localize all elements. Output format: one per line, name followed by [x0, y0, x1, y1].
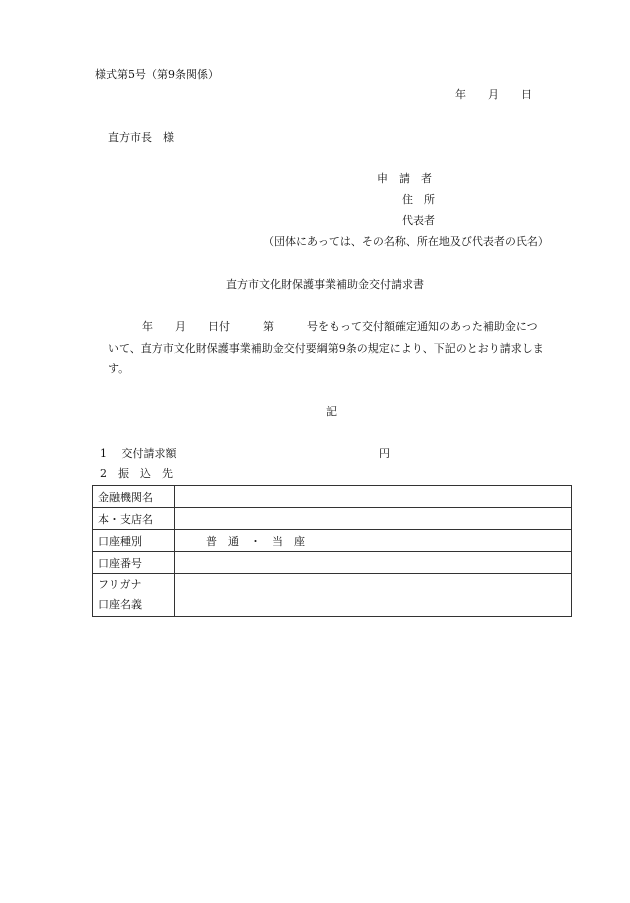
- table-row: [93, 486, 572, 508]
- item-request-amount: 1 交付請求額: [100, 447, 177, 460]
- body-line-2: いて、直方市文化財保護事業補助金交付要綱第9条の規定により、下記のとおり請求しま: [108, 342, 544, 355]
- table-row: [93, 508, 572, 530]
- table-row: [93, 530, 572, 552]
- institution-label: 金融機関名: [93, 486, 175, 508]
- body-line-1: 年 月 日付 第 号をもって交付額確定通知のあった補助金につ: [142, 320, 538, 333]
- institution-field[interactable]: [175, 486, 572, 508]
- account-name-field[interactable]: [175, 574, 572, 617]
- yen-unit: 円: [379, 447, 390, 460]
- account-holder-label: 口座名義: [98, 598, 142, 611]
- table-row: [93, 552, 572, 574]
- account-number-label: 口座番号: [93, 552, 175, 574]
- addressee: 直方市長 様: [108, 131, 174, 144]
- bank-table: [92, 485, 572, 617]
- ki-heading: 記: [326, 405, 337, 418]
- table-row: [93, 574, 572, 617]
- applicant-note: （団体にあっては、その名称、所在地及び代表者の氏名）: [263, 235, 549, 248]
- branch-label: 本・支店名: [93, 508, 175, 530]
- document-title: 直方市文化財保護事業補助金交付請求書: [226, 278, 424, 291]
- furigana-label: フリガナ: [98, 578, 142, 591]
- account-type-options[interactable]: 普 通 ・ 当 座: [175, 530, 572, 552]
- account-name-label: [93, 574, 175, 617]
- body-line-3: す。: [108, 362, 130, 375]
- applicant-label: 申 請 者: [377, 172, 432, 185]
- applicant-address: 住 所: [402, 193, 435, 206]
- account-type-label: 口座種別: [93, 530, 175, 552]
- form-number: 様式第5号（第9条関係）: [95, 68, 219, 81]
- item-transfer-destination: 2 振 込 先: [100, 467, 173, 480]
- date-line: 年 月 日: [455, 88, 532, 101]
- account-number-field[interactable]: [175, 552, 572, 574]
- branch-field[interactable]: [175, 508, 572, 530]
- applicant-representative: 代表者: [402, 214, 435, 227]
